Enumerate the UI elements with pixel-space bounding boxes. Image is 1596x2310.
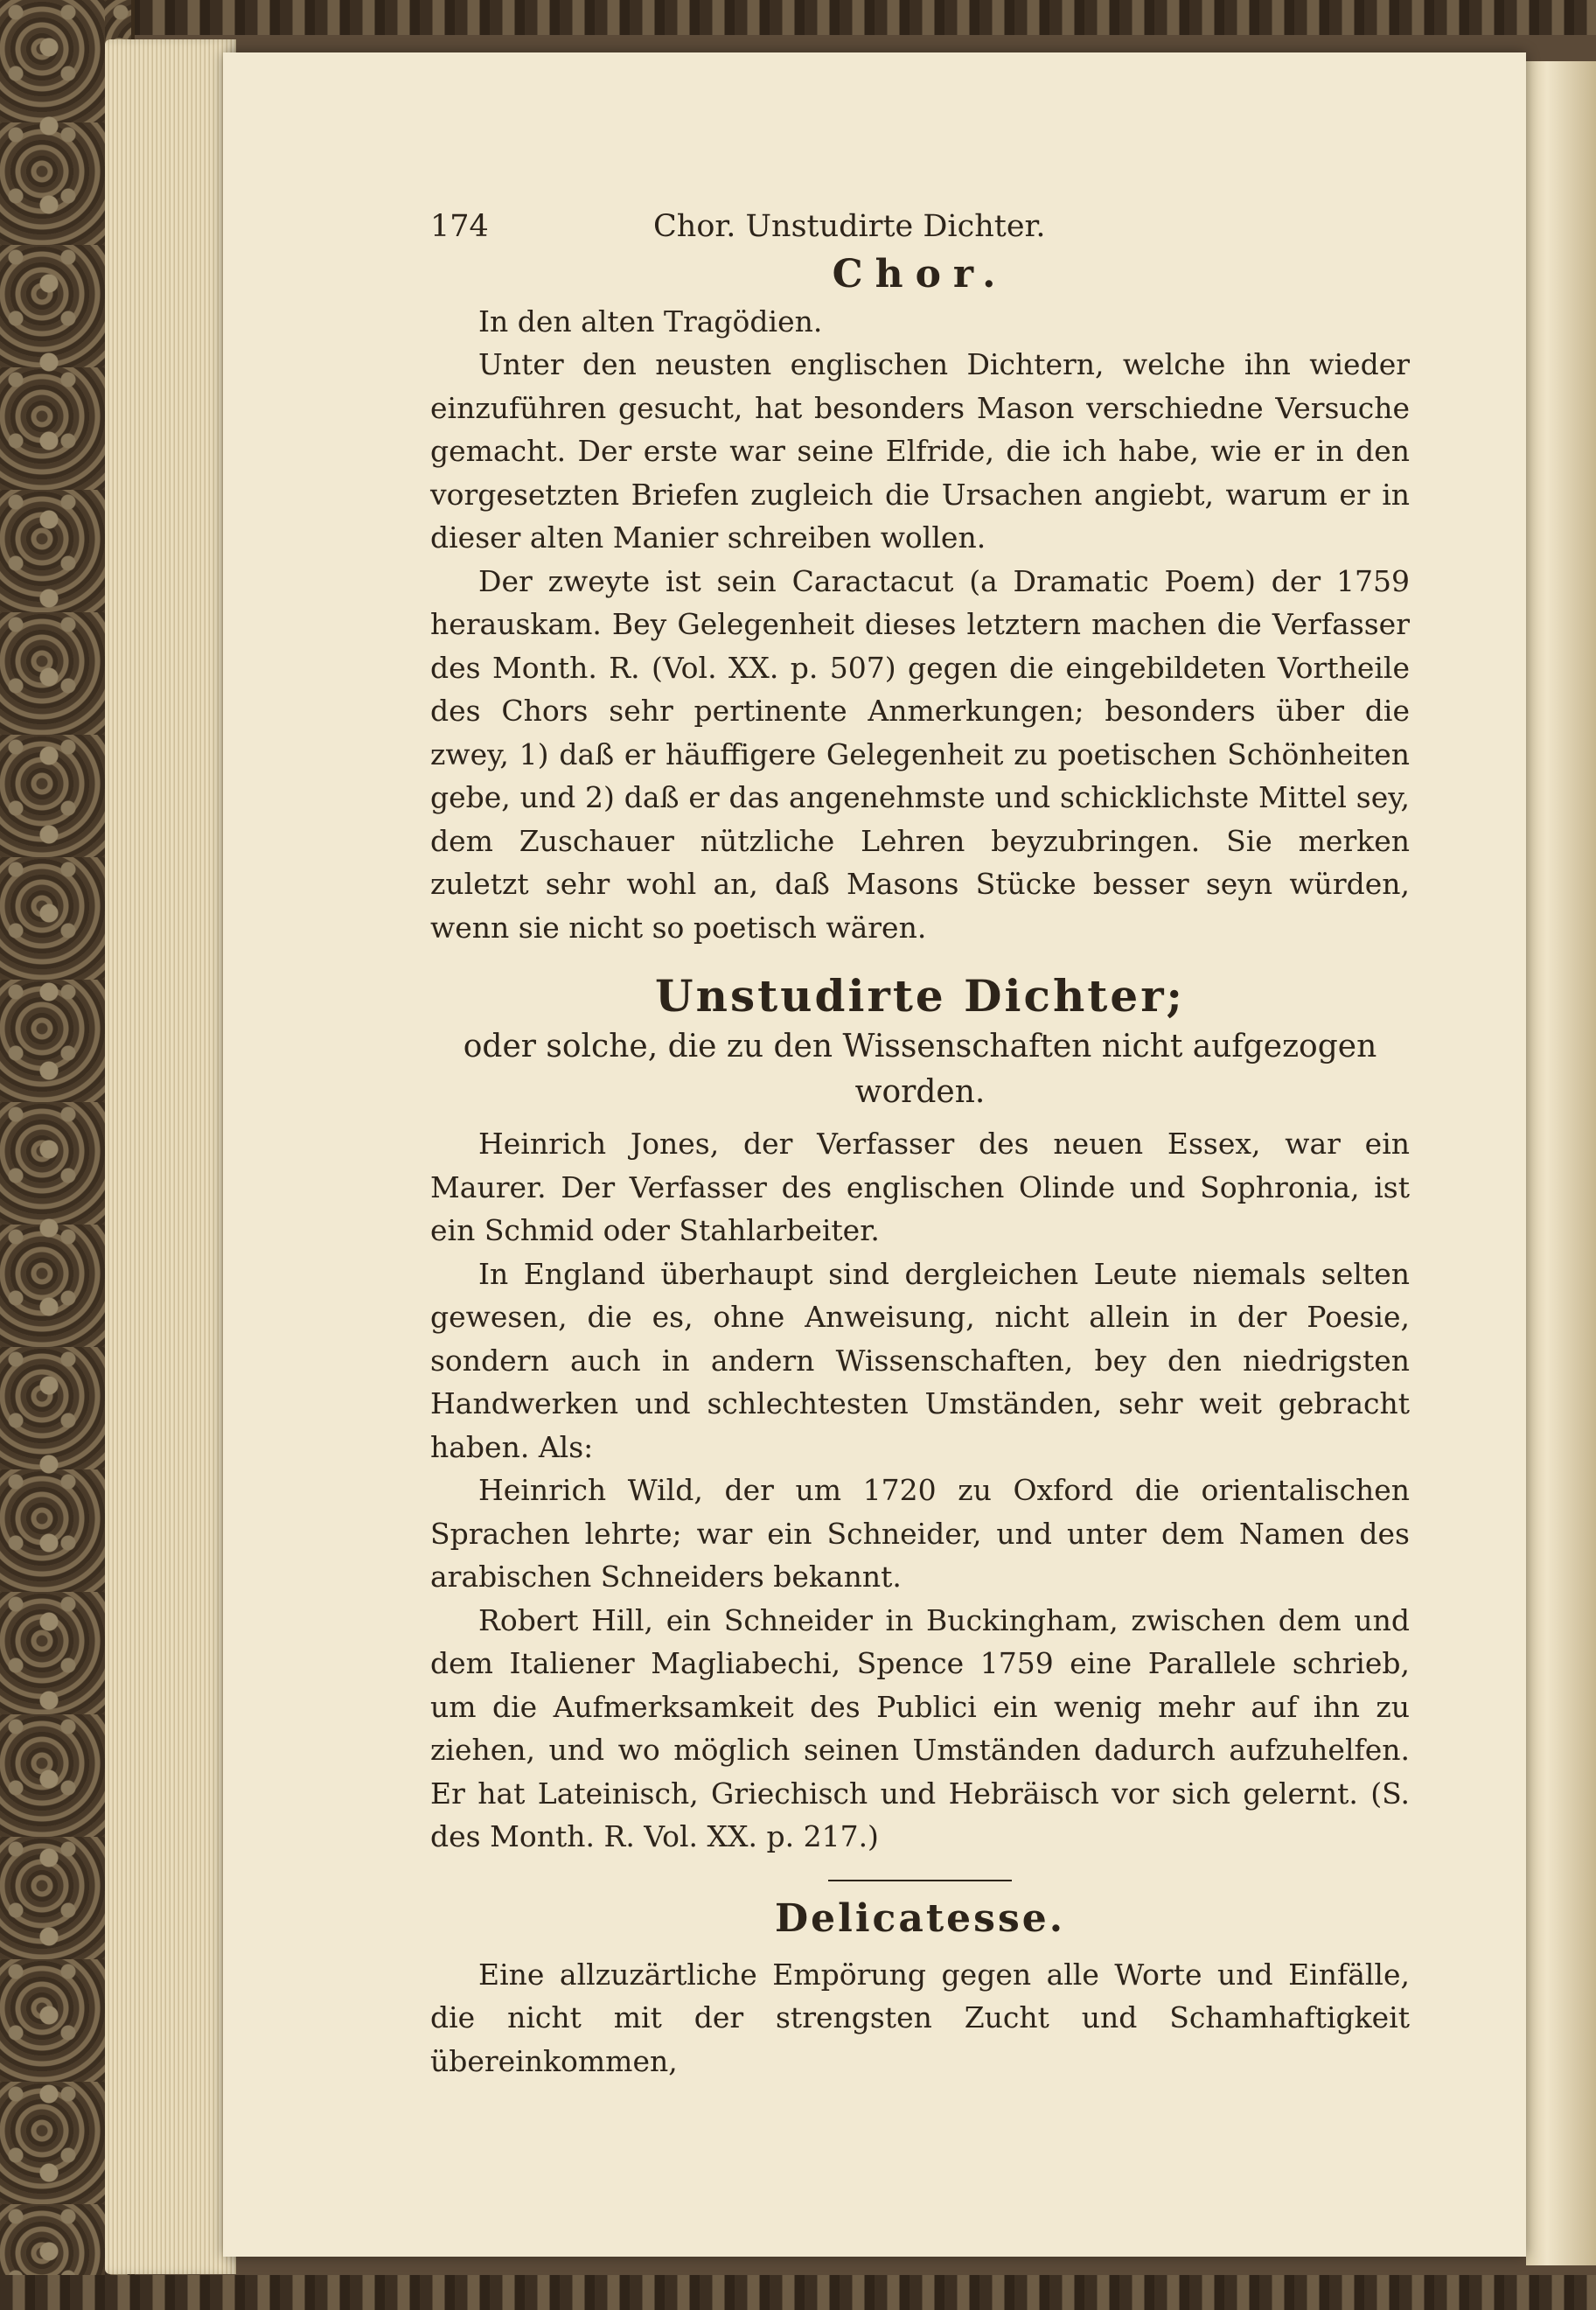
section-title-unstudirte-dichter: Unstudirte Dichter; (654, 970, 1186, 1022)
paragraph: Eine allzuzärtliche Empörung gegen alle Worte und Einfälle, die nicht mit der strengsten Zucht und Schamhaftigkeit übereinkommen, (430, 1957, 1410, 2078)
section-divider (828, 1880, 1012, 1881)
paragraph: Robert Hill, ein Schneider in Buckingham, zwischen dem und dem Italiener Magliabechi, Spence 1759 eine Parallele schrieb, um die Aufmerksamkeit des Publici ein wenig mehr auf ihn zu ziehen, und wo möglich seinen Umständen dadurch aufzuhelfen. Er hat Lateinisch, Griechisch und Hebräisch vor sich gelernt. (S. des Month. R. Vol. XX. p. 217.) (430, 1602, 1410, 1853)
page-number: 174 (430, 209, 489, 244)
paragraph: In den alten Tragödien. (478, 304, 823, 338)
paragraph: In England überhaupt sind dergleichen Leute niemals selten gewesen, die es, ohne Anweisung, nicht allein in der Poesie, sondern auch in andern Wissenschaften, bey den niedrigsten Handwerken und schlechtesten Umständen, sehr weit gebracht haben. Als: (430, 1256, 1410, 1464)
running-title: Chor. Unstudirte Dichter. (653, 209, 1046, 244)
paragraph: Unter den neusten englischen Dichtern, welche ihn wieder einzuführen gesucht, hat besonders Mason verschiedne Versuche gemacht. Der erste war seine Elfride, die ich habe, wie er in den vorgesetzten Briefen zugleich die Ursachen angiebt, warum er in dieser alten Manier schreiben wollen. (430, 347, 1410, 555)
facing-page-edge (1526, 61, 1596, 2265)
section-title-delicatesse: Delicatesse. (774, 1895, 1066, 1941)
page-text (430, 206, 1410, 2083)
section-subtitle: oder solche, die zu den Wissenschaften nicht aufgezogen worden. (463, 1029, 1377, 1110)
book-cover-bottom (0, 2275, 1596, 2310)
book-page (223, 52, 1526, 2257)
running-header (430, 206, 1410, 249)
section-title-chor: Chor. (832, 251, 1008, 297)
paragraph: Heinrich Wild, der um 1720 zu Oxford die orientalischen Sprachen lehrte; war ein Schneider, und unter dem Namen des arabischen Schneiders bekannt. (430, 1473, 1410, 1594)
book-cover-top (0, 0, 1596, 35)
page-edges (105, 39, 236, 2274)
paragraph: Heinrich Jones, der Verfasser des neuen Essex, war ein Maurer. Der Verfasser des englischen Olinde und Sophronia, ist ein Schmid oder Stahlarbeiter. (430, 1127, 1410, 1247)
paragraph: Der zweyte ist sein Caractacut (a Dramatic Poem) der 1759 herauskam. Bey Gelegenheit dieses letztern machen die Verfasser des Month. R. (Vol. XX. p. 507) gegen die eingebildeten Vortheile des Chors sehr pertinente Anmerkungen; besonders über die zwey, 1) daß er häuffigere Gelegenheit zu poetischen Schönheiten gebe, und 2) daß er das angenehmste und schicklichste Mittel sey, dem Zuschauer nützliche Lehren beyzubringen. Sie merken zuletzt sehr wohl an, daß Masons Stücke besser seyn würden, wenn sie nicht so poetisch wären. (430, 563, 1410, 945)
